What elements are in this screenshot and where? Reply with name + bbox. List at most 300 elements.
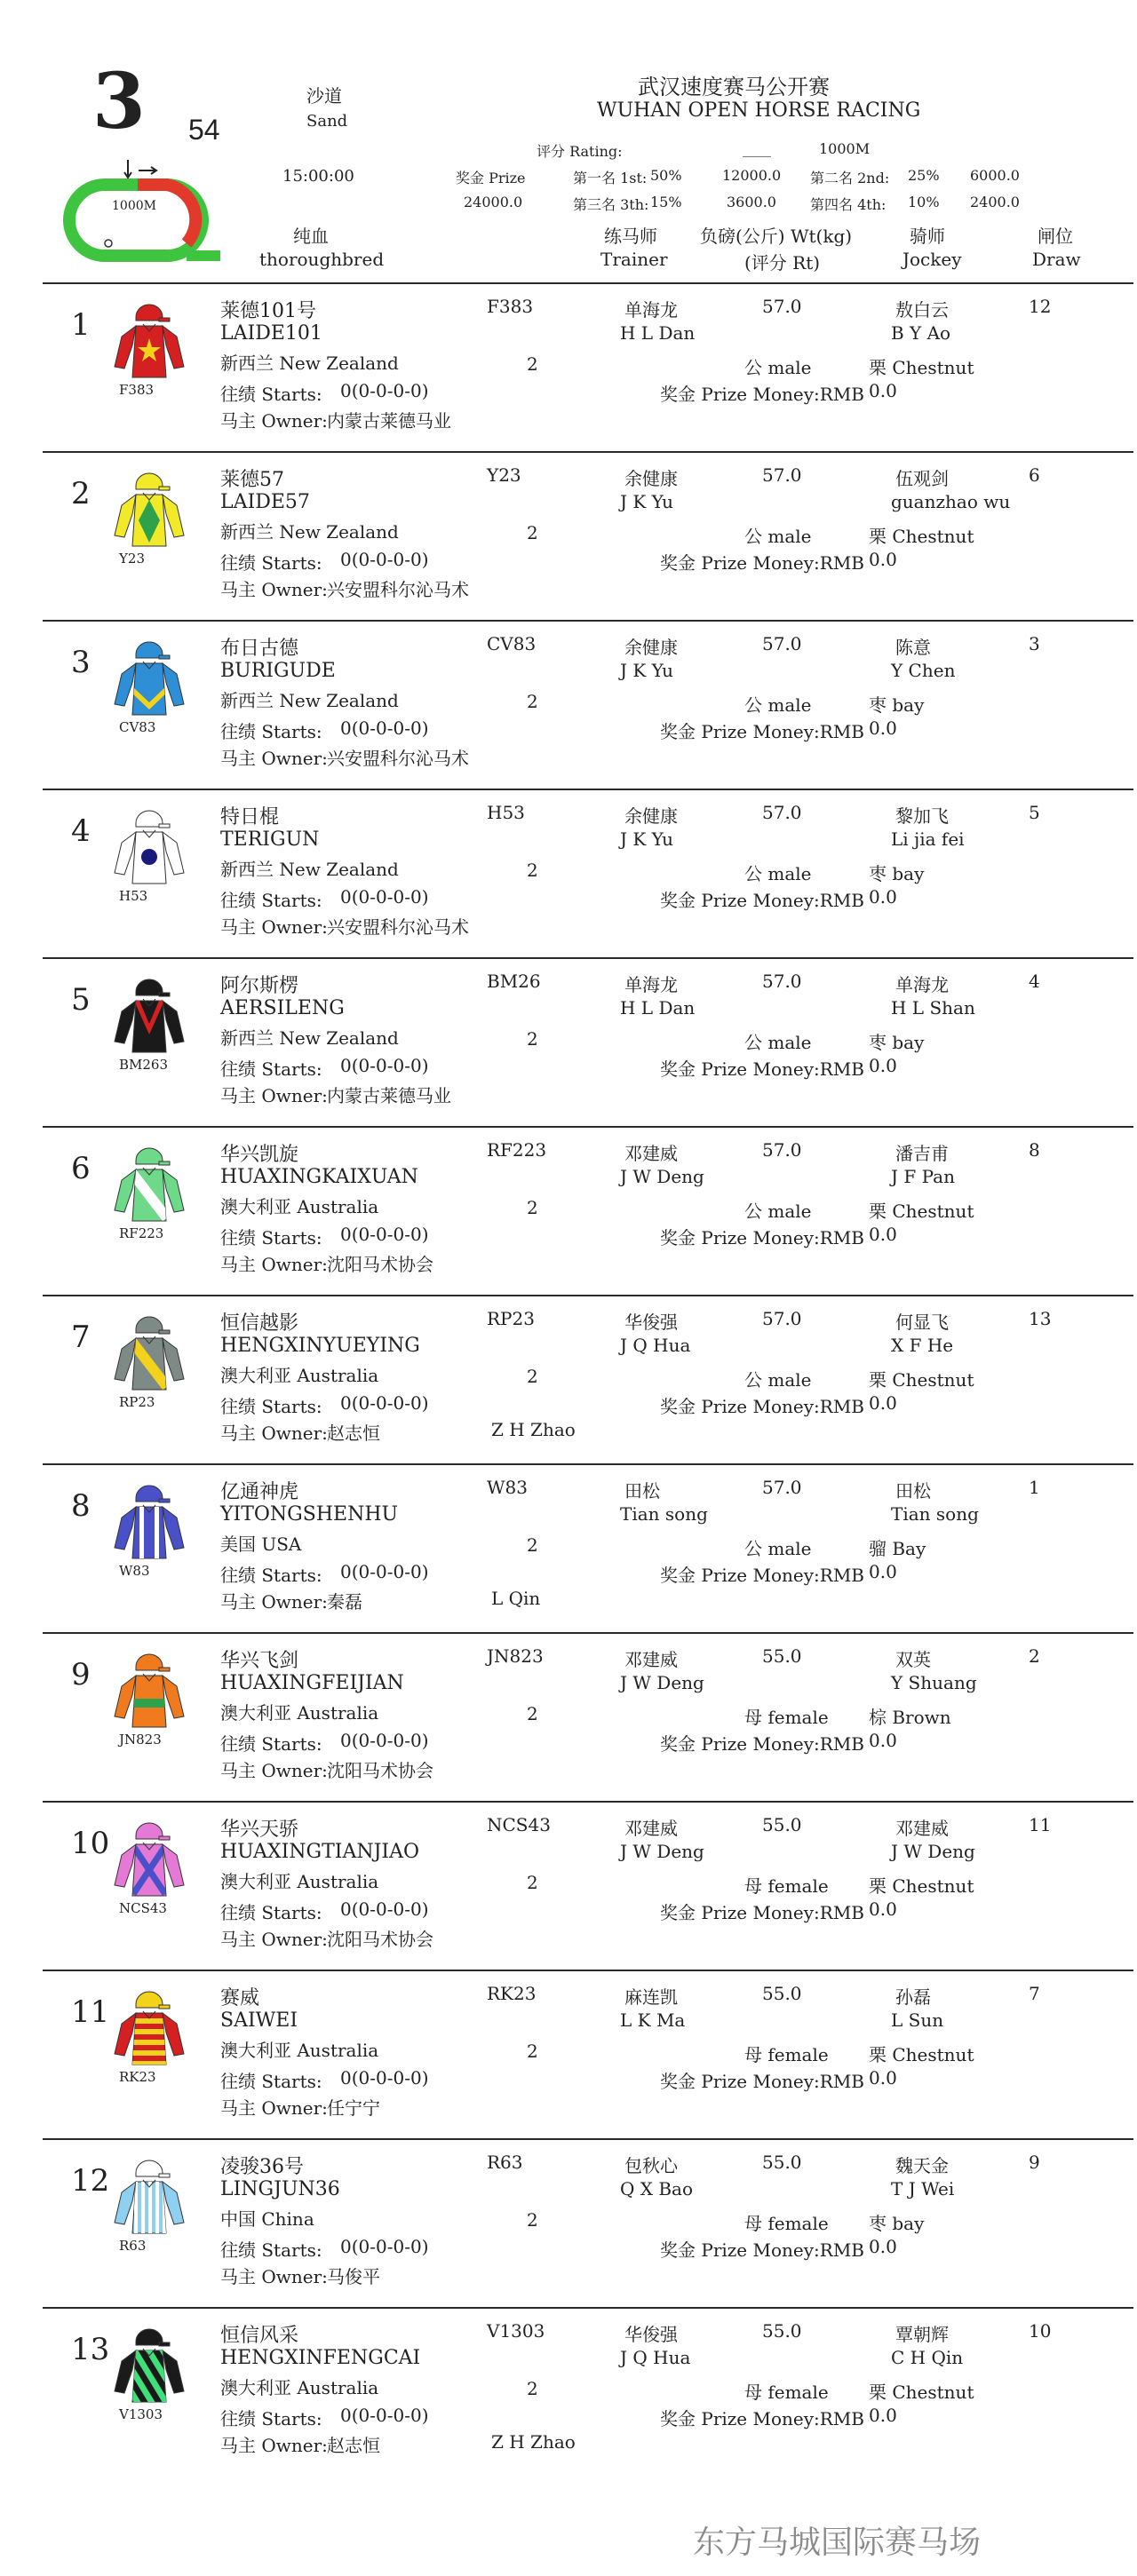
- horse-country: 新西兰 New Zealand: [220, 1027, 399, 1049]
- horse-age: 2: [527, 353, 538, 375]
- trainer-en: Tian song: [620, 1503, 708, 1525]
- horse-code: F383: [487, 296, 534, 317]
- starts-value: 0(0-0-0-0): [340, 1561, 429, 1582]
- horse-sex: 母 female: [744, 2382, 829, 2403]
- horse-name-en: YITONGSHENHU: [220, 1503, 399, 1526]
- horse-name-en: HUAXINGFEIJIAN: [220, 1672, 404, 1694]
- horse-weight: 57.0: [762, 802, 802, 823]
- horse-code: H53: [487, 802, 525, 823]
- horse-sex: 母 female: [744, 1875, 829, 1897]
- jockey-cn: 邓建威: [895, 1818, 949, 1839]
- horse-name-en: LINGJUN36: [220, 2178, 340, 2200]
- silk-code: H53: [119, 888, 148, 904]
- draw-number: 8: [1029, 1139, 1040, 1161]
- rating-value: ____: [743, 140, 771, 157]
- horse-name-cn: 华兴飞剑: [220, 1650, 299, 1672]
- draw-number: 3: [1029, 633, 1040, 654]
- horse-name-en: LAIDE101: [220, 322, 322, 345]
- prize-money-label: 奖金 Prize Money:RMB: [660, 384, 865, 405]
- prize-money-label: 奖金 Prize Money:RMB: [660, 890, 865, 911]
- horse-color: 枣 bay: [869, 2213, 925, 2234]
- starts-value: 0(0-0-0-0): [340, 2067, 429, 2089]
- jockey-cn: 陈意: [895, 637, 931, 658]
- saddle-number: 8: [71, 1488, 91, 1524]
- prize-money-value: 0.0: [869, 2236, 897, 2257]
- surface-cn: 沙道: [306, 85, 342, 107]
- jockey-cn: 单海龙: [895, 974, 949, 995]
- horse-age: 2: [527, 1366, 538, 1387]
- horse-weight: 57.0: [762, 1139, 802, 1161]
- horse-age: 2: [527, 860, 538, 881]
- row-divider: [43, 1463, 1133, 1465]
- owner-name-en: L Qin: [491, 1588, 541, 1609]
- horse-country: 新西兰 New Zealand: [220, 859, 399, 880]
- race-number: 3: [92, 57, 146, 147]
- prize-money-label: 奖金 Prize Money:RMB: [660, 1396, 865, 1417]
- horse-color: 栗 Chestnut: [869, 2044, 974, 2065]
- starts-label: 往绩 Starts:: [220, 2408, 322, 2429]
- prize-3rd-label: 第三名 3th:: [573, 196, 649, 213]
- horse-name-en: HENGXINYUEYING: [220, 1335, 420, 1357]
- horse-age: 2: [527, 691, 538, 712]
- runner-row: [43, 451, 1133, 620]
- horse-name-en: AERSILENG: [220, 997, 345, 1019]
- owner-name: 任宁宁: [327, 2097, 380, 2119]
- horse-weight: 57.0: [762, 1308, 802, 1329]
- starts-value: 0(0-0-0-0): [340, 380, 429, 401]
- runner-row: [43, 1463, 1133, 1632]
- horse-name-en: HUAXINGTIANJIAO: [220, 1841, 420, 1863]
- horse-sex: 母 female: [744, 1707, 829, 1728]
- horse-name-cn: 阿尔斯楞: [220, 975, 299, 997]
- starts-value: 0(0-0-0-0): [340, 717, 429, 739]
- silk-code: Y23: [119, 551, 145, 567]
- race-title-en: WUHAN OPEN HORSE RACING: [597, 99, 921, 122]
- horse-age: 2: [527, 1534, 538, 1556]
- prize-money-label: 奖金 Prize Money:RMB: [660, 1227, 865, 1248]
- col-jockey-cn: 骑师: [910, 226, 945, 247]
- row-divider: [43, 451, 1133, 453]
- jockey-cn: 双英: [895, 1649, 931, 1670]
- jockey-cn: 伍观剑: [895, 468, 949, 489]
- horse-color: 枣 bay: [869, 694, 925, 716]
- col-trainer-cn: 练马师: [604, 226, 657, 247]
- trainer-en: J W Deng: [620, 1166, 704, 1187]
- horse-weight: 55.0: [762, 1645, 802, 1667]
- jockey-en: B Y Ao: [891, 322, 951, 344]
- silk-code: F383: [119, 382, 155, 398]
- jockey-silk-icon: [109, 1139, 189, 1228]
- race-code: 54: [188, 114, 220, 146]
- saddle-number: 5: [71, 982, 91, 1018]
- runner-row: [43, 957, 1133, 1126]
- prize-money-value: 0.0: [869, 2067, 897, 2089]
- horse-name-cn: 凌骏36号: [220, 2156, 304, 2178]
- jockey-silk-icon: [109, 2320, 189, 2409]
- horse-name-cn: 特日棍: [220, 806, 280, 828]
- row-divider: [43, 1632, 1133, 1634]
- starts-value: 0(0-0-0-0): [340, 1730, 429, 1751]
- horse-color: 栗 Chestnut: [869, 526, 974, 547]
- draw-number: 9: [1029, 2152, 1040, 2173]
- horse-sex: 公 male: [744, 526, 812, 547]
- jockey-cn: 田松: [895, 1480, 931, 1502]
- horse-name-cn: 华兴凯旋: [220, 1144, 299, 1166]
- prize-1st-pct: 50%: [650, 167, 682, 184]
- silk-code: RP23: [119, 1394, 155, 1410]
- horse-name-en: HUAXINGKAIXUAN: [220, 1166, 418, 1188]
- horse-code: RF223: [487, 1139, 547, 1161]
- saddle-number: 13: [71, 2332, 110, 2367]
- horse-code: CV83: [487, 633, 537, 654]
- silk-code: R63: [119, 2238, 147, 2254]
- silk-code: W83: [119, 1563, 150, 1579]
- horse-name-en: HENGXINFENGCAI: [220, 2347, 421, 2369]
- trainer-cn: 余健康: [624, 637, 678, 658]
- draw-number: 5: [1029, 802, 1040, 823]
- runner-row: [43, 1801, 1133, 1970]
- starts-label: 往绩 Starts:: [220, 890, 322, 911]
- row-divider: [43, 2307, 1133, 2309]
- trainer-en: L K Ma: [620, 2009, 686, 2031]
- jockey-en: Y Chen: [891, 660, 956, 681]
- prize-label: 奖金 Prize: [456, 170, 526, 186]
- prize-money-label: 奖金 Prize Money:RMB: [660, 2239, 865, 2261]
- col-weight-cn: 负磅(公斤) Wt(kg): [700, 226, 853, 247]
- breed-cn: 纯血: [293, 226, 329, 247]
- horse-color: 枣 bay: [869, 1032, 925, 1053]
- silk-code: CV83: [119, 719, 156, 735]
- jockey-cn: 覃朝辉: [895, 2324, 949, 2345]
- trainer-cn: 单海龙: [624, 974, 678, 995]
- trainer-cn: 田松: [624, 1480, 660, 1502]
- saddle-number: 6: [71, 1151, 91, 1186]
- jockey-en: X F He: [891, 1335, 954, 1356]
- owner-name: 兴安盟科尔沁马术: [327, 748, 469, 769]
- prize-2nd-amt: 6000.0: [970, 167, 1020, 184]
- horse-color: 栗 Chestnut: [869, 2382, 974, 2403]
- silk-code: BM263: [119, 1057, 169, 1073]
- draw-number: 2: [1029, 1645, 1040, 1667]
- saddle-number: 2: [71, 476, 91, 511]
- horse-code: RK23: [487, 1983, 537, 2004]
- horse-color: 栗 Chestnut: [869, 1201, 974, 1222]
- jockey-silk-icon: [109, 633, 189, 722]
- prize-money-label: 奖金 Prize Money:RMB: [660, 552, 865, 574]
- horse-weight: 55.0: [762, 1983, 802, 2004]
- owner-label: 马主 Owner:: [220, 1254, 328, 1275]
- prize-money-value: 0.0: [869, 1392, 897, 1414]
- horse-country: 澳大利亚 Australia: [220, 2377, 379, 2398]
- starts-value: 0(0-0-0-0): [340, 1392, 429, 1414]
- owner-label: 马主 Owner:: [220, 1760, 328, 1781]
- trainer-en: J K Yu: [620, 828, 674, 850]
- silk-code: JN823: [119, 1732, 162, 1748]
- owner-name: 沈阳马术协会: [327, 1929, 433, 1950]
- horse-color: 棕 Brown: [869, 1707, 951, 1728]
- jockey-cn: 敖白云: [895, 299, 949, 321]
- horse-color: 栗 Chestnut: [869, 1369, 974, 1391]
- horse-name-en: SAIWEI: [220, 2009, 298, 2032]
- trainer-en: J W Deng: [620, 1841, 704, 1862]
- jockey-en: J W Deng: [891, 1841, 975, 1862]
- silk-code: RK23: [119, 2069, 156, 2085]
- runner-row: [43, 789, 1133, 957]
- prize-money-value: 0.0: [869, 549, 897, 570]
- col-draw-cn: 闸位: [1038, 226, 1073, 247]
- saddle-number: 9: [71, 1657, 91, 1692]
- horse-country: 中国 China: [220, 2208, 314, 2230]
- jockey-en: T J Wei: [891, 2178, 955, 2200]
- horse-age: 2: [527, 1028, 538, 1050]
- draw-number: 4: [1029, 971, 1040, 992]
- horse-name-cn: 恒信风采: [220, 2325, 299, 2347]
- silk-code: RF223: [119, 1225, 164, 1241]
- rating-label: 评分 Rating:: [537, 143, 623, 160]
- horse-code: V1303: [487, 2320, 545, 2342]
- horse-name-cn: 恒信越影: [220, 1312, 299, 1335]
- owner-name: 兴安盟科尔沁马术: [327, 579, 469, 600]
- draw-number: 1: [1029, 1477, 1040, 1498]
- prize-1st-label: 第一名 1st:: [573, 170, 648, 186]
- trainer-en: J Q Hua: [620, 1335, 691, 1356]
- owner-name: 赵志恒: [327, 2435, 380, 2456]
- prize-total: 24000.0: [464, 194, 523, 210]
- jockey-silk-icon: [109, 464, 189, 553]
- horse-country: 澳大利亚 Australia: [220, 1871, 379, 1892]
- starts-value: 0(0-0-0-0): [340, 1055, 429, 1076]
- owner-name: 赵志恒: [327, 1423, 380, 1444]
- trainer-en: J W Deng: [620, 1672, 704, 1693]
- prize-money-value: 0.0: [869, 1055, 897, 1076]
- owner-name: 沈阳马术协会: [327, 1254, 433, 1275]
- prize-money-value: 0.0: [869, 886, 897, 908]
- starts-label: 往绩 Starts:: [220, 1733, 322, 1755]
- prize-money-value: 0.0: [869, 380, 897, 401]
- starts-label: 往绩 Starts:: [220, 1396, 322, 1417]
- starts-label: 往绩 Starts:: [220, 2239, 322, 2261]
- track-run-red: [138, 185, 195, 243]
- prize-3rd-pct: 15%: [650, 194, 682, 210]
- runner-row: [43, 282, 1133, 451]
- prize-money-label: 奖金 Prize Money:RMB: [660, 2071, 865, 2092]
- horse-name-cn: 亿通神虎: [220, 1481, 299, 1503]
- trainer-cn: 余健康: [624, 805, 678, 827]
- horse-country: 美国 USA: [220, 1534, 302, 1555]
- saddle-number: 10: [71, 1826, 110, 1861]
- owner-label: 马主 Owner:: [220, 2435, 328, 2456]
- jockey-en: Li jia fei: [891, 828, 965, 850]
- runner-row: [43, 1970, 1133, 2138]
- horse-code: R63: [487, 2152, 523, 2173]
- prize-money-label: 奖金 Prize Money:RMB: [660, 721, 865, 742]
- owner-name: 内蒙古莱德马业: [327, 410, 451, 432]
- trainer-en: J K Yu: [620, 660, 674, 681]
- jockey-silk-icon: [109, 802, 189, 891]
- horse-sex: 公 male: [744, 1538, 812, 1559]
- horse-name-cn: 赛威: [220, 1987, 260, 2009]
- starts-label: 往绩 Starts:: [220, 1902, 322, 1923]
- horse-code: Y23: [487, 464, 521, 486]
- horse-age: 2: [527, 1197, 538, 1218]
- horse-age: 2: [527, 1703, 538, 1724]
- jockey-en: C H Qin: [891, 2347, 964, 2368]
- horse-name-cn: 莱德101号: [220, 300, 316, 322]
- jockey-en: L Sun: [891, 2009, 944, 2031]
- jockey-en: guanzhao wu: [891, 491, 1011, 512]
- jockey-cn: 魏天金: [895, 2155, 949, 2176]
- jockey-silk-icon: [109, 1983, 189, 2072]
- starts-value: 0(0-0-0-0): [340, 2236, 429, 2257]
- col-draw-en: Draw: [1032, 249, 1081, 270]
- row-divider: [43, 789, 1133, 790]
- horse-weight: 57.0: [762, 633, 802, 654]
- watermark: 东方马城国际赛马场: [693, 2524, 982, 2561]
- jockey-en: Y Shuang: [891, 1672, 977, 1693]
- starts-value: 0(0-0-0-0): [340, 549, 429, 570]
- horse-weight: 57.0: [762, 296, 802, 317]
- saddle-number: 3: [71, 645, 91, 680]
- prize-money-value: 0.0: [869, 1730, 897, 1751]
- jockey-cn: 何显飞: [895, 1312, 949, 1333]
- trainer-cn: 单海龙: [624, 299, 678, 321]
- horse-code: NCS43: [487, 1814, 551, 1835]
- jockey-silk-icon: [109, 1477, 189, 1565]
- owner-label: 马主 Owner:: [220, 2097, 328, 2119]
- horse-sex: 公 male: [744, 863, 812, 884]
- horse-weight: 57.0: [762, 971, 802, 992]
- prize-money-value: 0.0: [869, 717, 897, 739]
- horse-country: 澳大利亚 Australia: [220, 1702, 379, 1724]
- owner-label: 马主 Owner:: [220, 579, 328, 600]
- row-divider: [43, 620, 1133, 622]
- starts-label: 往绩 Starts:: [220, 2071, 322, 2092]
- runner-row: [43, 2138, 1133, 2307]
- jockey-silk-icon: [109, 1814, 189, 1903]
- horse-sex: 公 male: [744, 1201, 812, 1222]
- horse-sex: 公 male: [744, 1032, 812, 1053]
- owner-name: 沈阳马术协会: [327, 1760, 433, 1781]
- starts-value: 0(0-0-0-0): [340, 1224, 429, 1245]
- horse-age: 2: [527, 2209, 538, 2231]
- owner-label: 马主 Owner:: [220, 410, 328, 432]
- owner-label: 马主 Owner:: [220, 1929, 328, 1950]
- horse-name-cn: 布日古德: [220, 638, 299, 660]
- jockey-cn: 孙磊: [895, 1986, 931, 2008]
- jockey-en: J F Pan: [891, 1166, 955, 1187]
- jockey-cn: 黎加飞: [895, 805, 949, 827]
- prize-money-label: 奖金 Prize Money:RMB: [660, 1902, 865, 1923]
- trainer-en: Q X Bao: [620, 2178, 694, 2200]
- row-divider: [43, 1970, 1133, 1971]
- row-divider: [43, 957, 1133, 959]
- prize-1st-amt: 12000.0: [722, 167, 782, 184]
- trainer-cn: 邓建威: [624, 1818, 678, 1839]
- horse-code: W83: [487, 1477, 529, 1498]
- saddle-number: 4: [71, 813, 91, 849]
- trainer-en: H L Dan: [620, 322, 696, 344]
- horse-sex: 公 male: [744, 357, 812, 378]
- runner-row: [43, 2307, 1133, 2476]
- prize-2nd-pct: 25%: [908, 167, 940, 184]
- draw-number: 11: [1029, 1814, 1052, 1835]
- starts-value: 0(0-0-0-0): [340, 886, 429, 908]
- trainer-cn: 华俊强: [624, 1312, 678, 1333]
- starts-label: 往绩 Starts:: [220, 384, 322, 405]
- trainer-en: H L Dan: [620, 997, 696, 1019]
- col-trainer-en: Trainer: [600, 249, 668, 270]
- horse-name-en: TERIGUN: [220, 828, 320, 851]
- horse-sex: 母 female: [744, 2213, 829, 2234]
- saddle-number: 7: [71, 1320, 91, 1355]
- starts-label: 往绩 Starts:: [220, 552, 322, 574]
- silk-code: V1303: [119, 2406, 163, 2422]
- owner-label: 马主 Owner:: [220, 1423, 328, 1444]
- starts-label: 往绩 Starts:: [220, 721, 322, 742]
- runner-row: [43, 1126, 1133, 1295]
- col-jockey-en: Jockey: [902, 249, 962, 270]
- runner-row: [43, 1632, 1133, 1801]
- horse-color: 栗 Chestnut: [869, 1875, 974, 1897]
- jockey-en: H L Shan: [891, 997, 975, 1019]
- row-divider: [43, 1295, 1133, 1296]
- owner-name: 兴安盟科尔沁马术: [327, 916, 469, 938]
- prize-money-label: 奖金 Prize Money:RMB: [660, 2408, 865, 2429]
- jockey-silk-icon: [109, 971, 189, 1059]
- owner-name: 内蒙古莱德马业: [327, 1085, 451, 1106]
- saddle-number: 11: [71, 1994, 110, 2030]
- runner-row: [43, 1295, 1133, 1463]
- row-divider: [43, 2138, 1133, 2140]
- horse-color: 枣 bay: [869, 863, 925, 884]
- owner-label: 马主 Owner:: [220, 1591, 328, 1613]
- horse-weight: 57.0: [762, 1477, 802, 1498]
- prize-money-value: 0.0: [869, 1224, 897, 1245]
- trainer-cn: 邓建威: [624, 1143, 678, 1164]
- draw-number: 7: [1029, 1983, 1040, 2004]
- saddle-number: 12: [71, 2163, 110, 2199]
- horse-country: 新西兰 New Zealand: [220, 690, 399, 711]
- trainer-cn: 余健康: [624, 468, 678, 489]
- prize-4th-amt: 2400.0: [970, 194, 1020, 210]
- horse-country: 澳大利亚 Australia: [220, 1196, 379, 1217]
- trainer-en: J K Yu: [620, 491, 674, 512]
- jockey-en: Tian song: [891, 1503, 979, 1525]
- horse-name-cn: 莱德57: [220, 469, 284, 491]
- prize-4th-pct: 10%: [908, 194, 940, 210]
- race-title-cn: 武汉速度赛马公开赛: [638, 75, 830, 99]
- horse-age: 2: [527, 1872, 538, 1893]
- trainer-cn: 邓建威: [624, 1649, 678, 1670]
- starts-value: 0(0-0-0-0): [340, 2405, 429, 2426]
- starts-value: 0(0-0-0-0): [340, 1898, 429, 1920]
- owner-name: 马俊平: [327, 2266, 380, 2287]
- horse-age: 2: [527, 2378, 538, 2399]
- owner-name: 秦磊: [327, 1591, 362, 1613]
- runner-row: [43, 620, 1133, 789]
- trainer-cn: 华俊强: [624, 2324, 678, 2345]
- owner-name-en: Z H Zhao: [491, 1419, 576, 1440]
- prize-3rd-amt: 3600.0: [727, 194, 776, 210]
- saddle-number: 1: [71, 307, 91, 343]
- owner-name-en: Z H Zhao: [491, 2431, 576, 2453]
- starts-label: 往绩 Starts:: [220, 1058, 322, 1080]
- horse-code: BM26: [487, 971, 541, 992]
- trainer-en: J Q Hua: [620, 2347, 691, 2368]
- distance: 1000M: [819, 140, 871, 157]
- horse-sex: 公 male: [744, 1369, 812, 1391]
- trainer-cn: 包秋心: [624, 2155, 678, 2176]
